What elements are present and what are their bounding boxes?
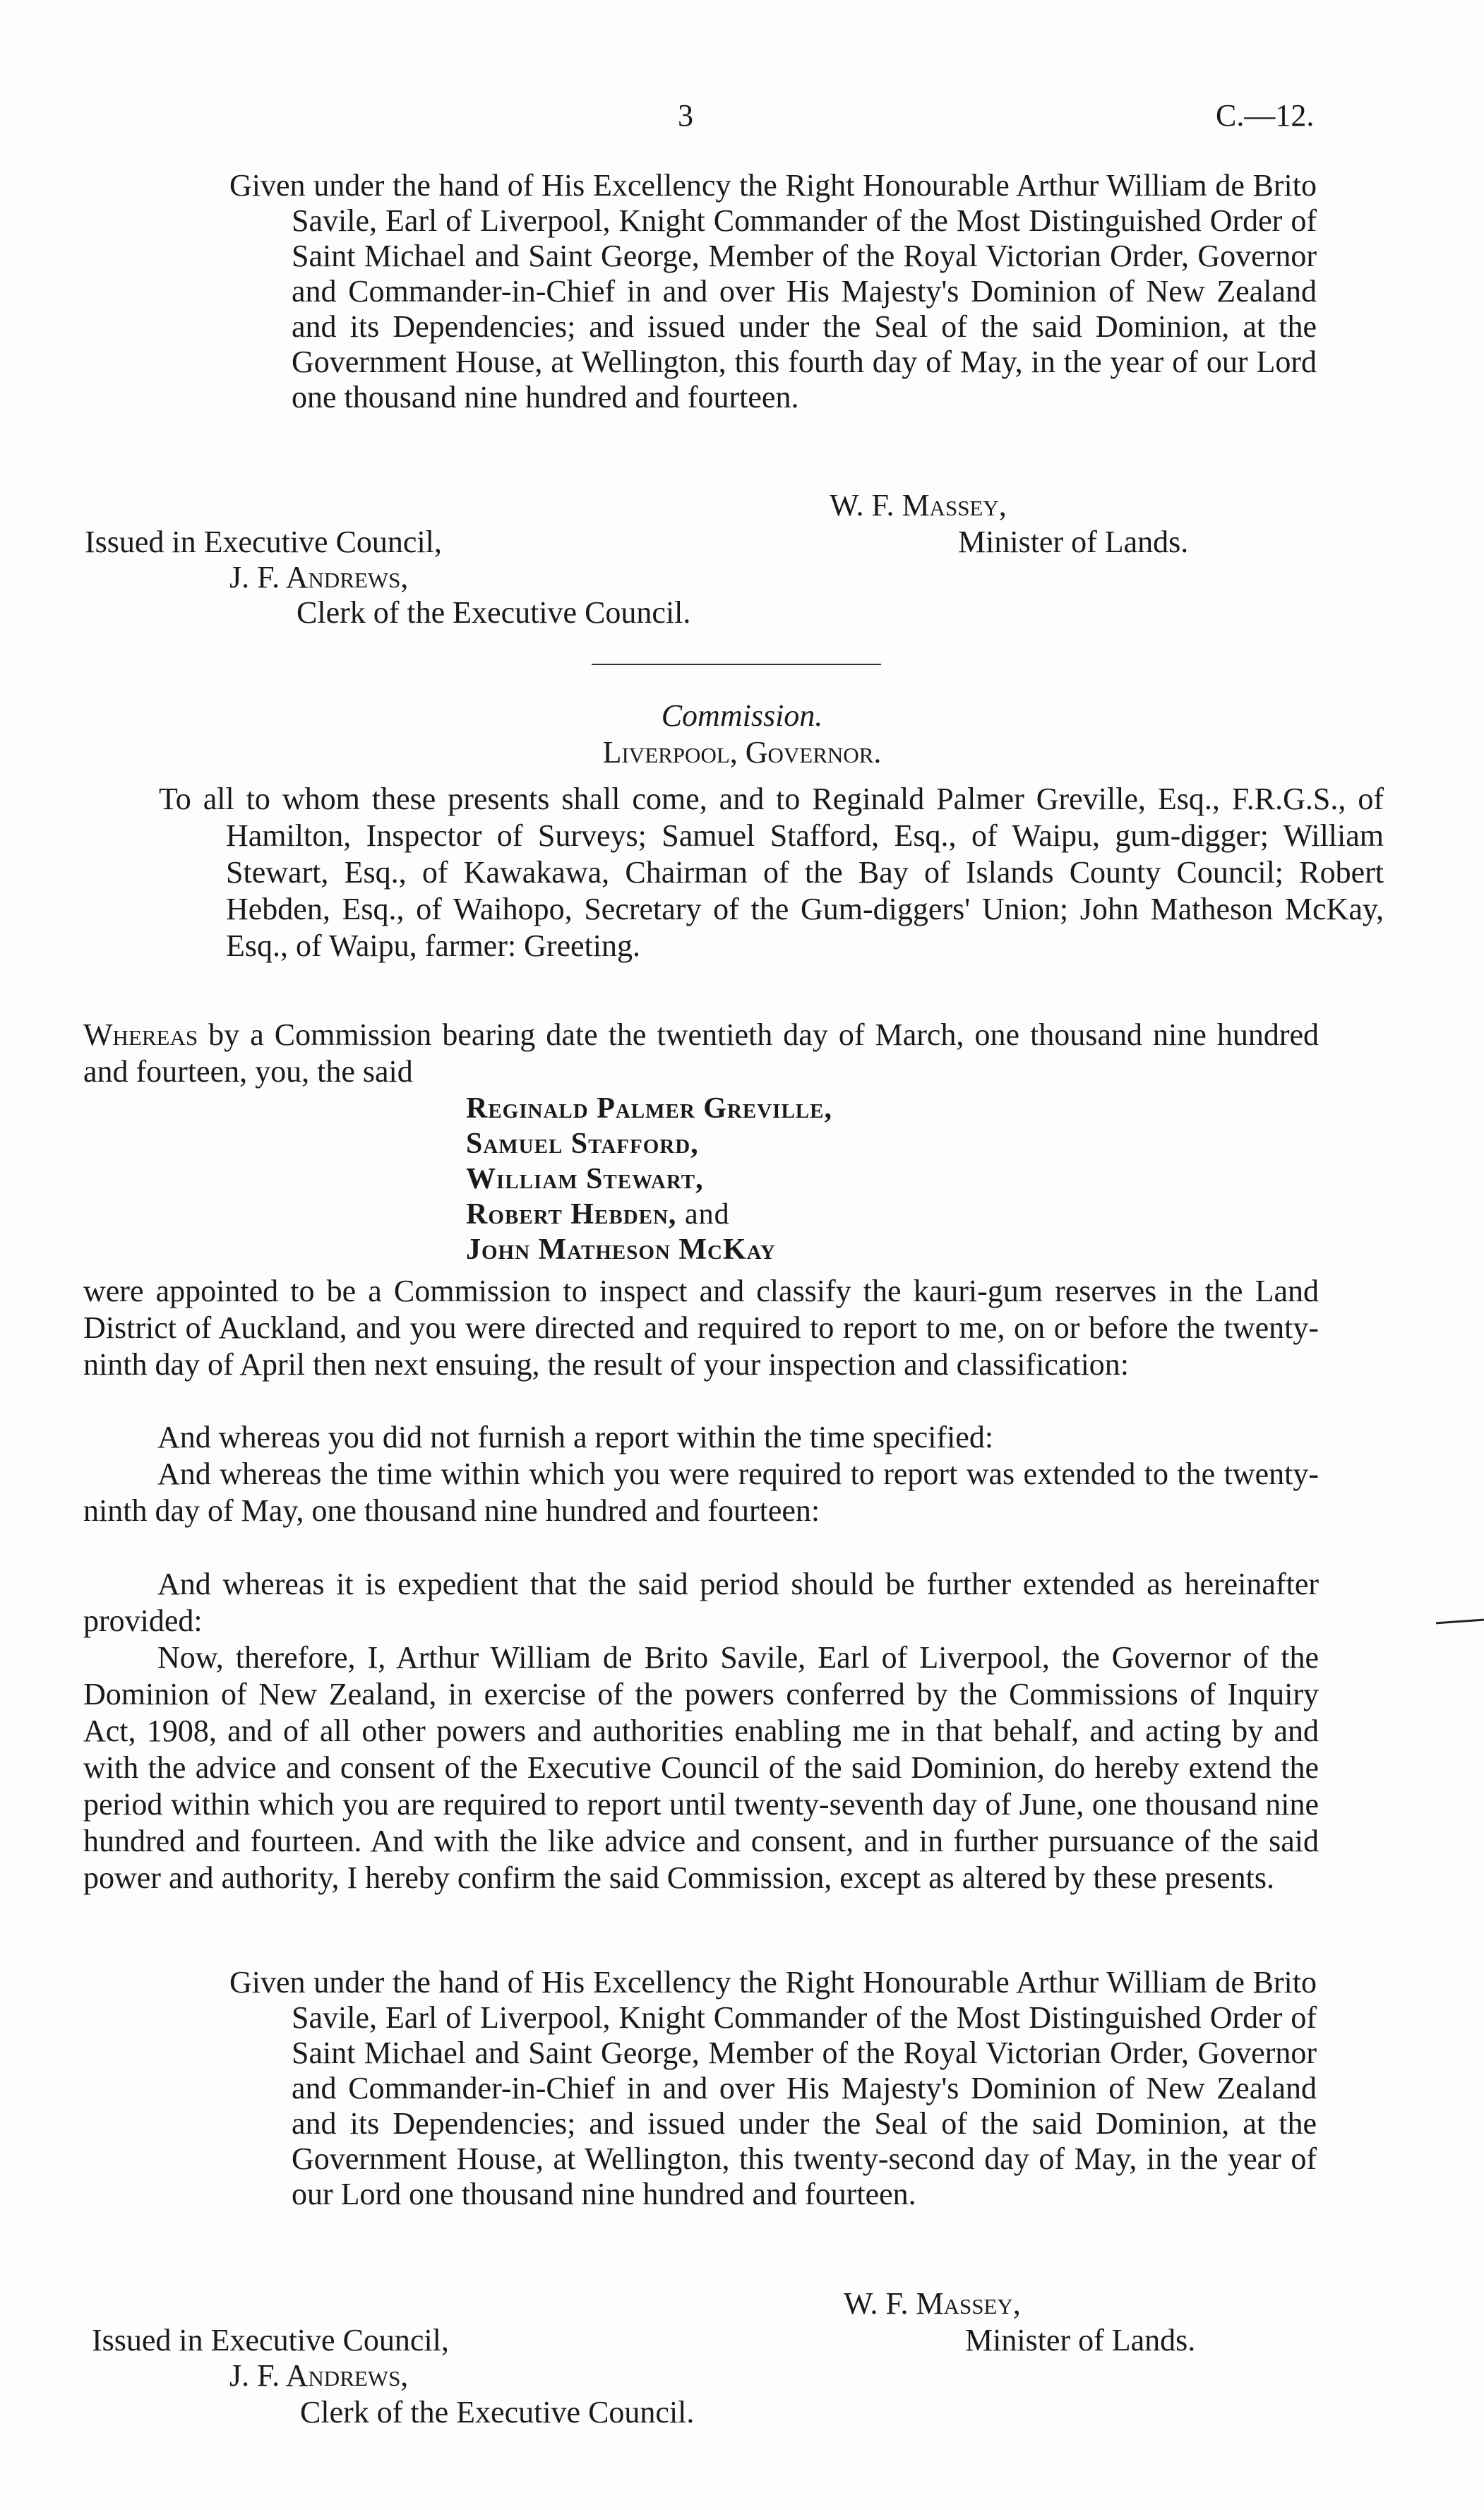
commissioner-name: William Stewart,: [466, 1163, 704, 1195]
clerk-title-2: Clerk of the Executive Council.: [300, 2395, 695, 2430]
whereas-text: by a Commission bearing date the twentieth day of March, one thousand nine hundred and fourteen, you, the said: [83, 1017, 1319, 1089]
paragraph-expedient: And whereas it is expedient that the said period should be further extended as hereinafter provided:: [83, 1567, 1319, 1638]
governor-line: Liverpool, Governor.: [602, 735, 882, 770]
minister-signature-1: W. F. Massey,: [830, 488, 1007, 522]
minister-title-1: Minister of Lands.: [958, 525, 1189, 559]
paragraph-extended: And whereas the time within which you were required to report was extended to the twenty-ninth day of May, one thousand nine hundred and fourteen:: [83, 1457, 1319, 1528]
address-paragraph: To all to whom these presents shall come, and to Reginald Palmer Greville, Esq., F.R.G.S., of Hamilton, Inspector of Surveys; Samuel Stafford, Esq., of Waipu, gum-digger; William Stewart, Esq., of Kawakawa, Chairman of the Bay of Islands County Council; Robert Hebden, Esq., of Waihopo, Secretary of the Gum-diggers' Union; John Matheson McKay, Esq., of Waipu, farmer: Greeting.: [159, 782, 1384, 963]
issued-in-council-2: Issued in Executive Council,: [92, 2323, 449, 2357]
clerk-signature-1: J. F. Andrews,: [229, 560, 409, 594]
issued-in-council-1: Issued in Executive Council,: [85, 525, 442, 559]
clerk-title-1: Clerk of the Executive Council.: [297, 595, 691, 630]
given-under-hand-paragraph-1: Given under the hand of His Excellency the Right Honourable Arthur William de Brito Savile, Earl of Liverpool, Knight Commander of the Most Distinguished Order of Saint Michael and Saint George, Member of the Royal Victorian Order, Governor and Commander-in-Chief in and over His Majesty's Dominion of New Zealand and its Dependencies; and issued under the Seal of the said Dominion, at the Government House, at Wellington, this fourth day of May, in the year of our Lord one thousand nine hundred and fourteen.: [229, 168, 1317, 414]
section-divider: [592, 664, 881, 665]
given-under-hand-paragraph-2: Given under the hand of His Excellency the Right Honourable Arthur William de Brito Savile, Earl of Liverpool, Knight Commander of the Most Distinguished Order of Saint Michael and Saint George, Member of the Royal Victorian Order, Governor and Commander-in-Chief in and over His Majesty's Dominion of New Zealand and its Dependencies; and issued under the Seal of the said Dominion, at the Government House, at Wellington, this twenty-second day of May, in the year of our Lord one thousand nine hundred and fourteen.: [229, 1965, 1317, 2211]
page-number: 3: [678, 98, 693, 133]
clerk-signature-2: J. F. Andrews,: [229, 2358, 409, 2393]
commission-heading: Commission.: [661, 698, 823, 733]
commissioner-name: John Matheson McKay: [466, 1233, 776, 1266]
whereas-lead: Whereas: [83, 1017, 198, 1052]
appointed-paragraph: were appointed to be a Commission to inspect and classify the kauri-gum reserves in the Land District of Auckland, and you were directed and required to report to me, on or before the twenty-ninth day of April then next ensuing, the result of your inspection and classification:: [83, 1274, 1319, 1382]
minister-title-2: Minister of Lands.: [965, 2323, 1196, 2357]
document-reference: C.—12.: [1216, 98, 1315, 133]
paragraph-no-report: And whereas you did not furnish a report within the time specified:: [157, 1420, 994, 1454]
commissioner-name: Reginald Palmer Greville,: [466, 1092, 832, 1125]
commissioner-name: Robert Hebden,: [466, 1198, 677, 1231]
margin-mark: [1436, 1619, 1484, 1625]
names-and: and: [684, 1198, 730, 1231]
minister-signature-2: W. F. Massey,: [844, 2286, 1021, 2321]
commissioner-name: Samuel Stafford,: [466, 1128, 699, 1160]
whereas-paragraph: [83, 1017, 1319, 1090]
paragraph-now-therefore: Now, therefore, I, Arthur William de Brito Savile, Earl of Liverpool, the Governor of the Dominion of New Zealand, in exercise of the powers conferred by the Commissions of Inquiry Act, 1908, and of all other powers and authorities enabling me in that behalf, and acting by and with the advice and consent of the Executive Council of the said Dominion, do hereby extend the period within which you are required to report until twenty-seventh day of June, one thousand nine hundred and fourteen. And with the like advice and consent, and in further pursuance of the said power and authority, I hereby confirm the said Commission, except as altered by these presents.: [83, 1640, 1319, 1895]
commissioner-names: [466, 1091, 832, 1267]
